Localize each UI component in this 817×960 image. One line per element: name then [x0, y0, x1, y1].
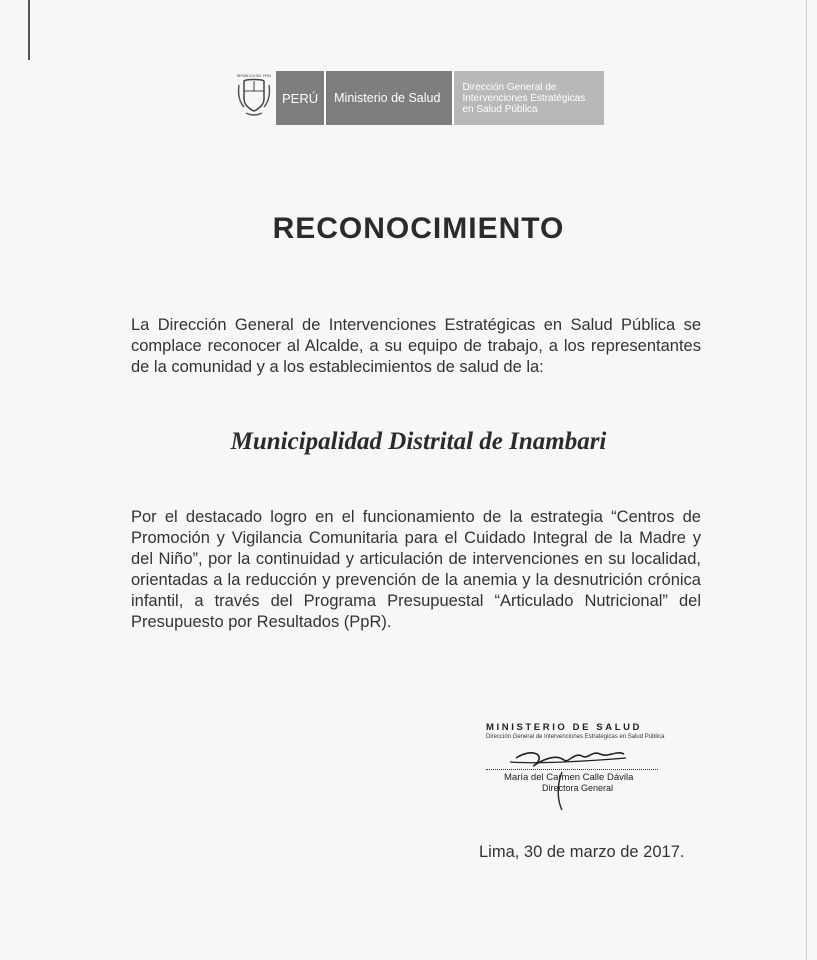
intro-paragraph: La Dirección General de Intervenciones Estratégicas en Salud Pública se complace reconocer al Alcalde, a su equipo de trabajo, a los representantes de la comunidad y a los establecimientos de salud de la:: [131, 316, 701, 376]
body-paragraph: Por el destacado logro en el funcionamiento de la estrategia “Centros de Promoción y Vigilancia Comunitaria para el Cuidado Integral de la Madre y del Niño”, por la continuidad y articulación de intervenciones en su localidad, orientadas a la reducción y prevención de la anemia y la desnutrición crónica infantil, a través del Programa Presupuestal “Articulado Nutricional” del Presupuesto por Resultados (PpR).: [131, 508, 701, 631]
official-stamp: [486, 722, 666, 793]
issue-date: Lima, 30 de marzo de 2017.: [479, 843, 685, 861]
document-title: RECONOCIMIENTO: [272, 212, 565, 245]
signatory-role: Directora General: [542, 783, 614, 793]
crest-caption: REPÚBLICA DEL PERÚ: [236, 74, 272, 78]
peru-coat-of-arms-icon: [236, 71, 272, 121]
scan-edge-mark: [28, 0, 30, 60]
stamp-unit: Dirección General de Intervenciones Estratégicas en Salud Pública: [486, 734, 665, 740]
ministry-label: Ministerio de Salud: [326, 71, 454, 125]
directorate-label: Dirección General de Intervenciones Estratégicas en Salud Pública: [454, 71, 604, 125]
signatory-name: María del Carmen Calle Dávila: [504, 772, 634, 783]
scan-edge-right: [806, 0, 807, 960]
stamp-institution: MINISTERIO DE SALUD: [486, 722, 643, 733]
signature-line: [486, 769, 658, 770]
recipient-name: Municipalidad Distrital de Inambari: [230, 428, 607, 455]
letterhead: [236, 71, 604, 125]
country-label: PERÚ: [276, 71, 326, 125]
